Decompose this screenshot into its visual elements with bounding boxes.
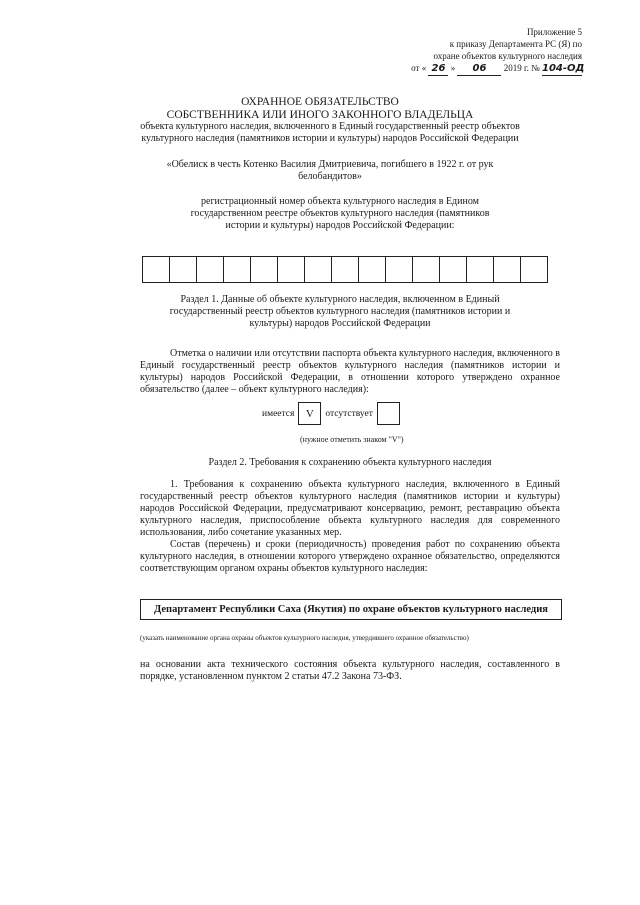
order-number: 104-ОД xyxy=(542,63,585,74)
object-name: «Обелиск в честь Котенко Василия Дмитриевича, погибшего в 1922 г. от рук белобандитов» xyxy=(166,159,494,182)
registration-cell xyxy=(224,257,251,282)
passport-choice xyxy=(262,402,404,425)
passport-absent-checkbox[interactable] xyxy=(377,402,400,425)
registration-cell xyxy=(170,257,197,282)
date-mid: » xyxy=(450,63,456,73)
appendix-line-3: охране объектов культурного наследия xyxy=(433,51,582,61)
passport-present-label: имеется xyxy=(262,408,295,419)
registration-cell xyxy=(251,257,278,282)
registration-cell xyxy=(521,257,547,282)
registration-label: регистрационный номер объекта культурного наследия в Едином государственном реестре объектов культурного наследия (памятников истории и культуры) народов Российской Федерации: xyxy=(190,196,490,231)
title-line-2: СОБСТВЕННИКА ИЛИ ИНОГО ЗАКОННОГО ВЛАДЕЛЬЦА xyxy=(166,109,474,121)
registration-cell xyxy=(494,257,521,282)
registration-cell xyxy=(278,257,305,282)
registration-cell xyxy=(143,257,170,282)
registration-cell xyxy=(305,257,332,282)
date-prefix: от « xyxy=(411,63,427,73)
registration-cell xyxy=(332,257,359,282)
requirements-paragraph-1: 1. Требования к сохранению объекта культурного наследия, включенного в Единый государственный реестр объектов культурного наследия (памятников истории и культуры) народов Российской Федерации, предусматривают консервацию, ремонт, реставрацию объекта культурного наследия, приспособление объекта культурного наследия для современного использования, либо сочетание указанных мер. xyxy=(140,479,560,538)
passport-choice-note: (нужное отметить знаком "V") xyxy=(300,435,404,444)
registration-cell xyxy=(359,257,386,282)
passport-present-checkbox[interactable]: V xyxy=(298,402,321,425)
registration-cell xyxy=(467,257,494,282)
registration-cell xyxy=(197,257,224,282)
date-day: 26 xyxy=(428,63,448,76)
passport-paragraph: Отметка о наличии или отсутствии паспорта объекта культурного наследия, включенного в Единый государственный реестр объектов культурного наследия (памятников истории и культуры) народов Российской Федерации, в отношении которого утверждено охранное обязательство (далее – объект культурного наследия): xyxy=(140,348,560,395)
requirements-paragraph-2: Состав (перечень) и сроки (периодичность) проведения работ по сохранению объекта культурного наследия, в отношении которого утверждено охранное обязательство, определяются соответствующим органом охраны объектов культурного наследия: xyxy=(140,539,560,574)
authority-note: (указать наименование органа охраны объектов культурного наследия, утвердившего охранное обязательство) xyxy=(140,634,469,642)
appendix-date-line xyxy=(332,62,585,76)
appendix-line-2: к приказу Департамента РС (Я) по xyxy=(449,39,582,49)
authority-name-box xyxy=(140,599,562,620)
registration-cell xyxy=(440,257,467,282)
basis-paragraph: на основании акта технического состояния объекта культурного наследия, составленного в порядке, установленном пунктом 2 статьи 47.2 Закона 73-ФЗ. xyxy=(140,659,560,682)
date-month: 06 xyxy=(457,63,501,76)
document-title xyxy=(80,96,560,122)
title-line-1: ОХРАННОЕ ОБЯЗАТЕЛЬСТВО xyxy=(241,96,399,108)
registration-number-grid xyxy=(142,256,548,283)
authority-name: Департамент Республики Саха (Якутия) по охране объектов культурного наследия xyxy=(154,604,548,615)
appendix-line-1: Приложение 5 xyxy=(526,27,582,37)
date-year-text: 2019 г. № xyxy=(503,63,540,73)
document-subtitle: объекта культурного наследия, включенного в Единый государственный реестр объектов культурного наследия (памятников истории и культуры) народов Российской Федерации xyxy=(140,121,520,144)
section-2-title: Раздел 2. Требования к сохранению объекта культурного наследия xyxy=(208,457,492,468)
registration-cell xyxy=(386,257,413,282)
appendix-header xyxy=(332,26,585,76)
section-1-title: Раздел 1. Данные об объекте культурного наследия, включенном в Единый государственный реестр объектов культурного наследия (памятников истории и культуры) народов Российской Федерации xyxy=(169,294,511,329)
registration-cell xyxy=(413,257,440,282)
passport-absent-label: отсутствует xyxy=(325,408,373,419)
